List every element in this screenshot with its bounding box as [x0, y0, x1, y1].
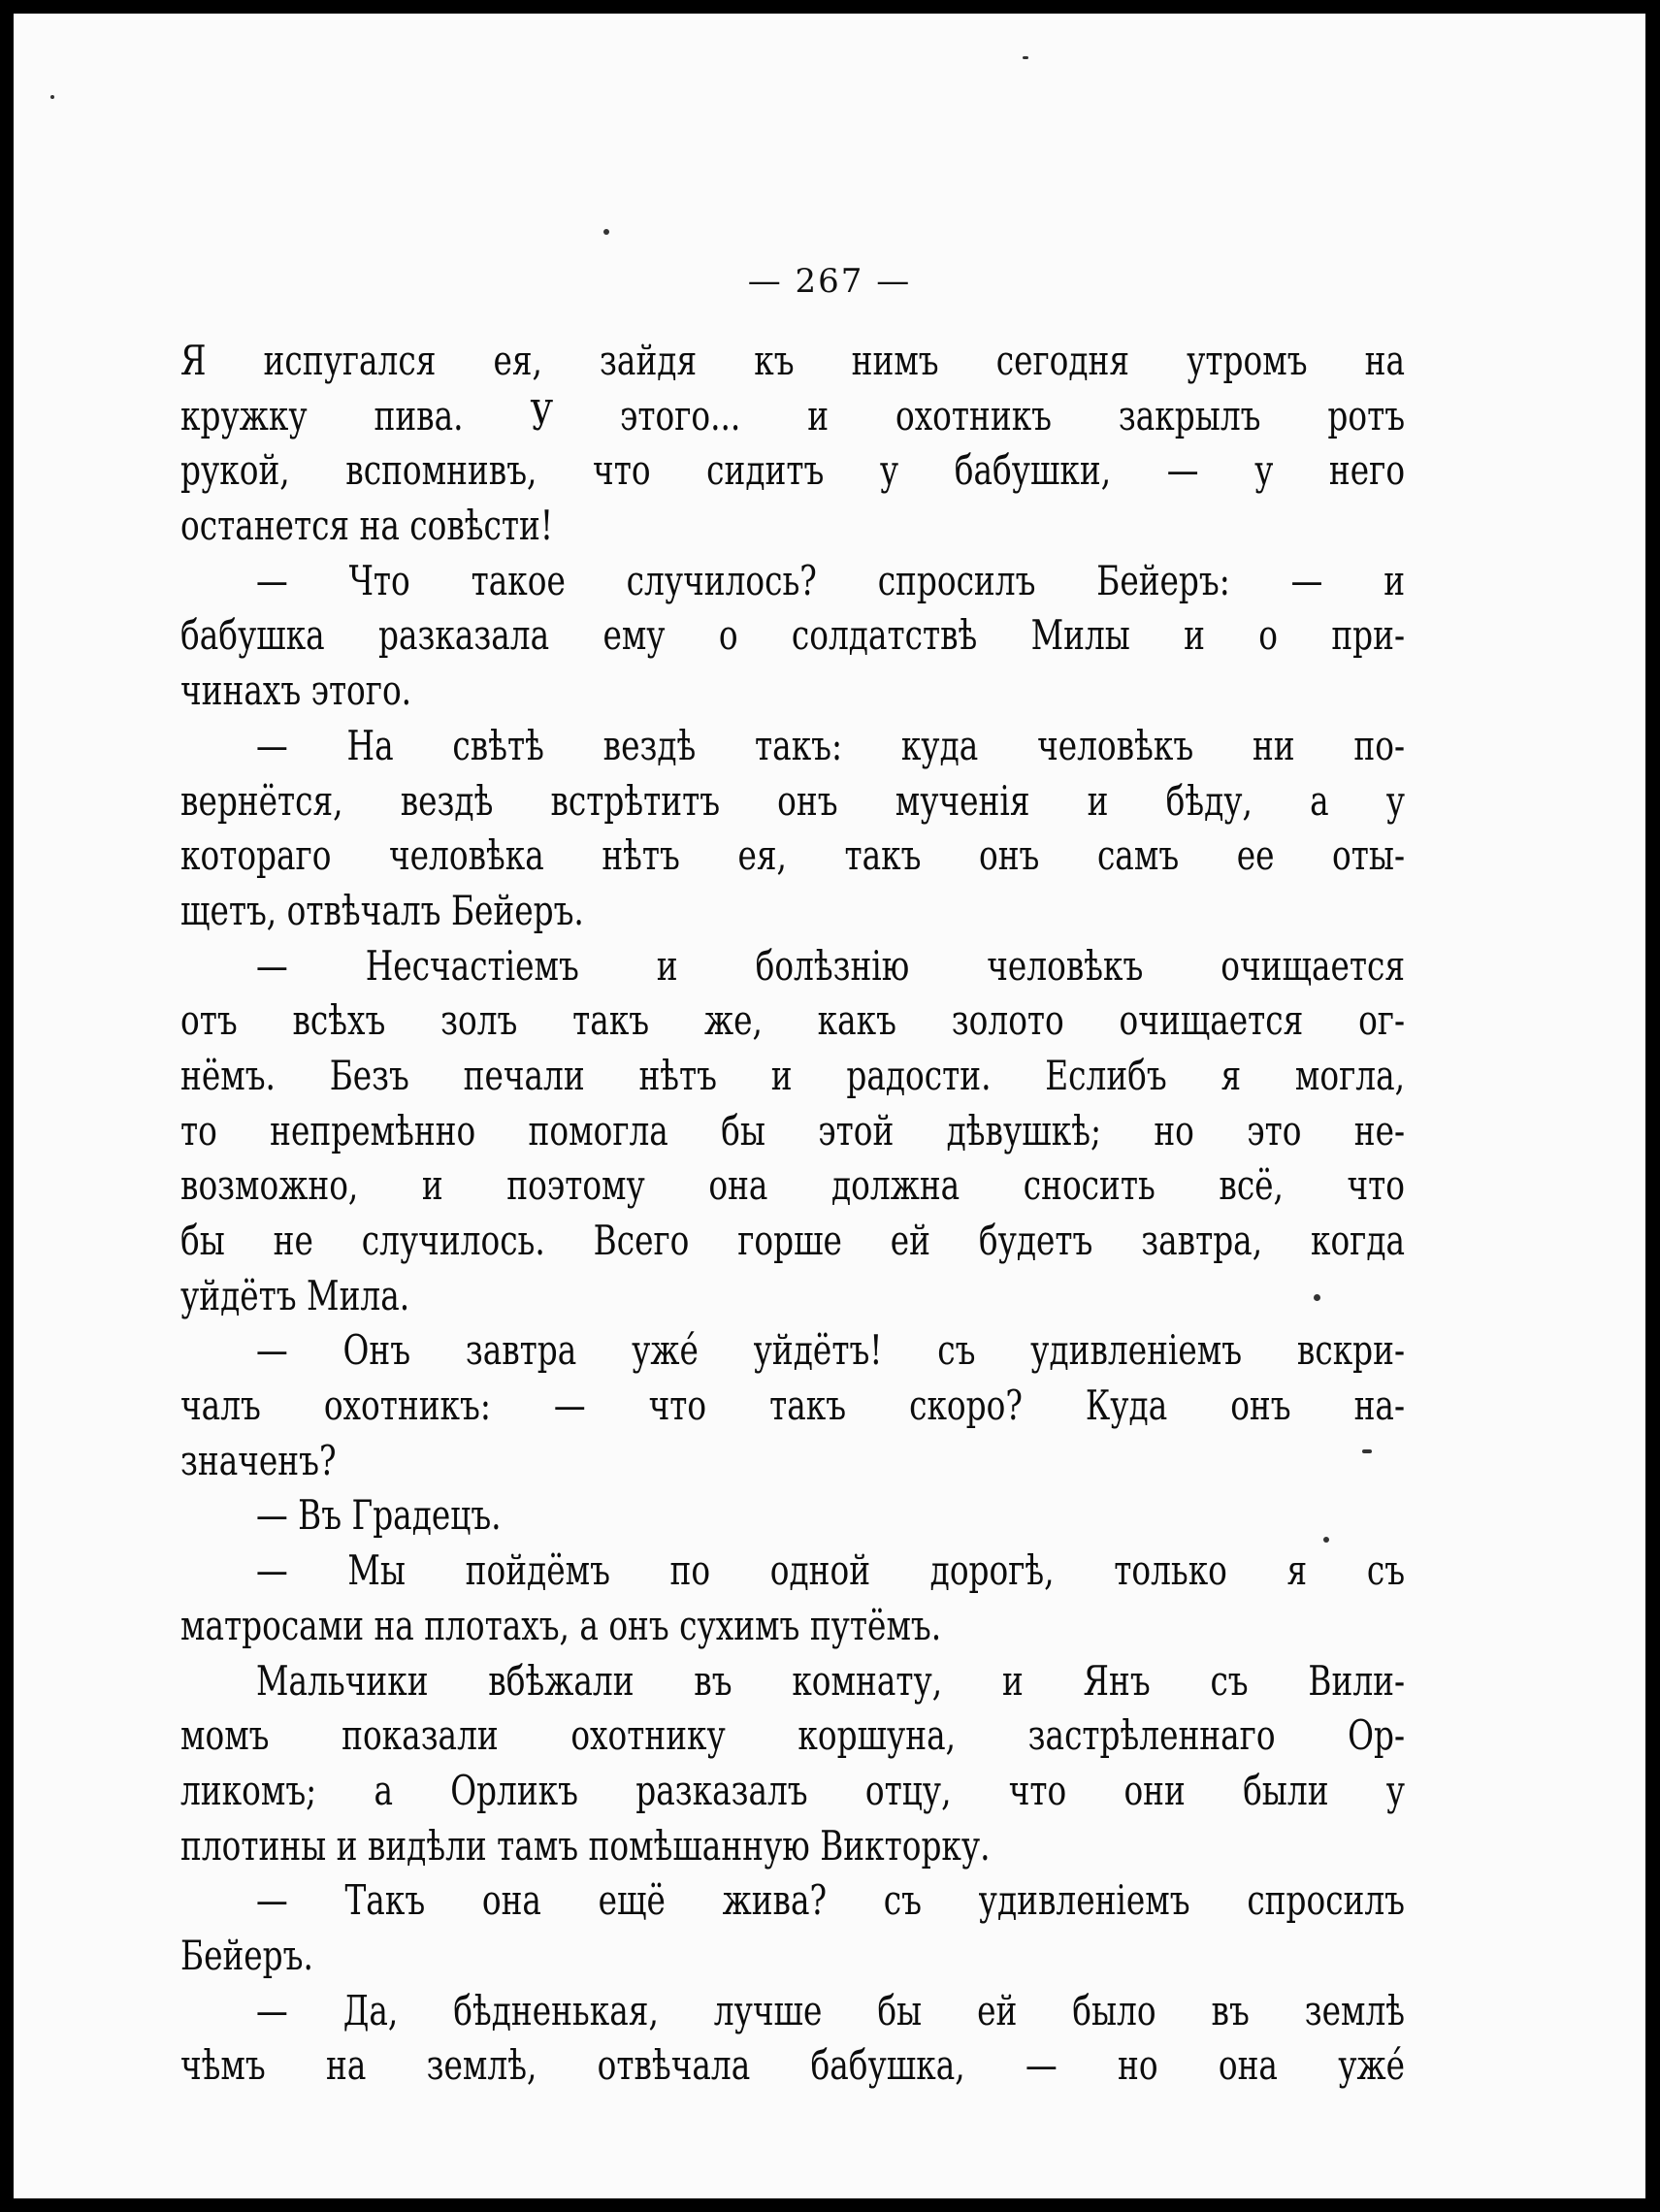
text-line: — На свѣтѣ вездѣ такъ: куда человѣкъ ни по- — [256, 721, 1406, 769]
text-line: — Въ Градецъ. — [256, 1491, 502, 1540]
text-line: котораго человѣка нѣтъ ея, такъ онъ самъ ее оты- — [180, 831, 1406, 880]
text-line: нёмъ. Безъ печали нѣтъ и радости. Еслибъ я могла, — [180, 1051, 1406, 1099]
text-line: чинахъ этого. — [180, 667, 412, 715]
text-line: то непремѣнно помогла бы этой дѣвушкѣ; но это не- — [180, 1106, 1406, 1155]
text-line: останется на совѣсти! — [180, 502, 554, 550]
text-line: возможно, и поэтому она должна сносить всё, что — [180, 1161, 1406, 1210]
text-line: значенъ? — [180, 1436, 337, 1484]
text-line: — Мы пойдёмъ по одной дорогѣ, только я съ — [256, 1546, 1406, 1595]
text-line: кружку пива. У этого... и охотникъ закрылъ ротъ — [180, 391, 1406, 439]
text-line: матросами на плотахъ, а онъ сухимъ путёмъ. — [180, 1601, 942, 1649]
text-line: плотины и видѣли тамъ помѣшанную Викторку. — [180, 1821, 991, 1870]
text-line: — Такъ она ещё жива? съ удивленіемъ спросилъ — [256, 1876, 1406, 1925]
text-line: Бейеръ. — [180, 1931, 313, 1979]
text-line: — Несчастіемъ и болѣзнію человѣкъ очищается — [256, 941, 1406, 990]
text-line: ликомъ; а Орликъ разказалъ отцу, что они были у — [180, 1766, 1406, 1814]
text-line: — Да, бѣдненькая, лучше бы ей было въ землѣ — [256, 1986, 1406, 2034]
text-line: щетъ, отвѣчалъ Бейеръ. — [180, 886, 584, 934]
text-line: уйдётъ Мила. — [180, 1271, 410, 1319]
text-line: Мальчики вбѣжали въ комнату, и Янъ съ Вили- — [256, 1656, 1406, 1705]
text-line: рукой, вспомнивъ, что сидитъ у бабушки, — у него — [180, 446, 1406, 495]
text-line: чѣмъ на землѣ, отвѣчала бабушка, — но она ужé — [180, 2041, 1406, 2090]
page-number: — 267 — — [747, 262, 912, 301]
text-line: бабушка разказала ему о солдатствѣ Милы и о при- — [180, 611, 1406, 660]
text-line: чалъ охотникъ: — что такъ скоро? Куда онъ на- — [180, 1382, 1406, 1430]
text-line: вернётся, вездѣ встрѣтитъ онъ мученія и бѣду, а у — [180, 776, 1406, 825]
text-line: момъ показали охотнику коршуна, застрѣленнаго Ор- — [180, 1711, 1406, 1760]
text-line: Я испугался ея, зайдя къ нимъ сегодня утромъ на — [180, 337, 1406, 384]
book-page — [14, 14, 1645, 2198]
text-line: — Что такое случилось? спросилъ Бейеръ: — и — [256, 556, 1406, 604]
text-line: отъ всѣхъ золъ такъ же, какъ золото очищается ог- — [180, 996, 1406, 1045]
text-line: бы не случилось. Всего горше ей будетъ завтра, когда — [180, 1217, 1406, 1264]
body-text — [180, 334, 1405, 2094]
text-line: — Онъ завтра ужé уйдётъ! съ удивленіемъ вскри- — [256, 1326, 1406, 1375]
